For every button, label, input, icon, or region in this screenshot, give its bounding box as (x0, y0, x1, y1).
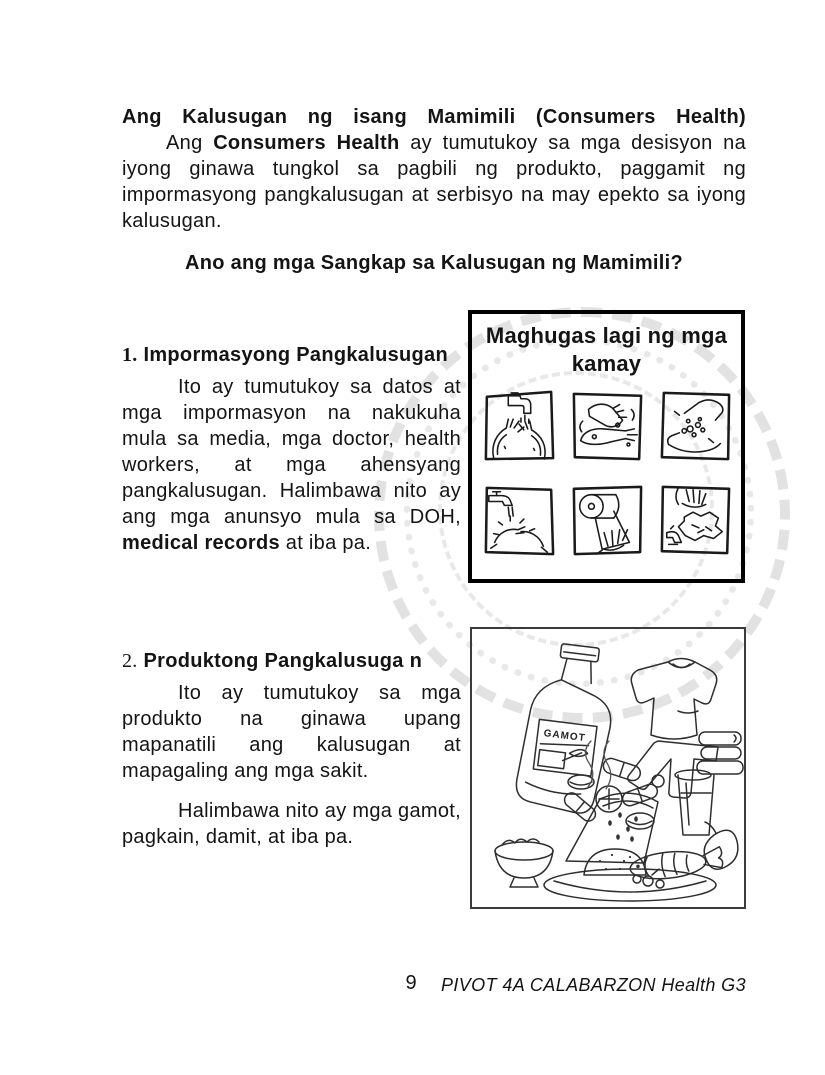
footer-source: PIVOT 4A CALABARZON Health G3 (440, 975, 746, 995)
handwashing-figure (468, 310, 745, 583)
section-1-paragraph (122, 374, 461, 556)
handwashing-panels (472, 388, 741, 558)
clothes-icon (628, 659, 718, 799)
section-1 (122, 342, 461, 556)
section-2-paragraph-1: Ito ay tumutukoy sa mga produkto na ginawa upang mapanatili ang kalusugan at mapagaling ang mga sakit. (122, 682, 461, 782)
section-2-heading (122, 648, 461, 674)
intro-paragraph (122, 130, 746, 234)
question-heading: Ano ang mga Sangkap sa Kalusugan ng Mamimili? (184, 252, 684, 274)
pills-icon (562, 756, 664, 829)
intro-prefix: Ang (166, 132, 203, 154)
intro-bold-term: Consumers Health (213, 132, 400, 154)
health-products-illustration (472, 629, 744, 907)
medicine-bottle-icon (514, 640, 620, 815)
rinse-hands-under-faucet-icon (481, 482, 557, 558)
section-1-body-bold: medical records (122, 532, 280, 554)
towels-icon (697, 732, 743, 774)
section-1-body-end: at iba pa. (285, 532, 372, 554)
intro-suffix: ay tumutukoy sa mga desisyon na iyong ginawa tungkol sa pagbili ng produkto, paggamit ng impormasyong pangkalusugan at serbisyo na may epekto sa iyong kalusugan. (122, 132, 747, 232)
scrub-hands-bubbles-icon (657, 388, 733, 464)
section-1-body-start: Ito ay tumutukoy sa datos at mga impormasyon na nakukuha mula sa media, mga doctor, health workers, at mga ahensyang pangkalusugan. Halimbawa nito ay ang mga anunsyo mula sa DOH, (122, 376, 461, 528)
section-2-paragraph-2: Halimbawa nito ay mga gamot, pagkain, damit, at iba pa. (122, 800, 461, 848)
wet-hands-under-faucet-icon (481, 388, 557, 464)
dry-hands-paper-towel-icon (569, 482, 645, 558)
bottle-label: GAMOT (543, 728, 587, 745)
handwashing-caption: Maghugas lagi ng mga kamay (485, 323, 728, 376)
page-title: Ang Kalusugan ng isang Mamimili (Consumers Health) (122, 106, 746, 128)
page-number: 9 (405, 972, 417, 994)
soap-hands-rubbing-icon (569, 388, 645, 464)
section-1-heading-text: Impormasyong Pangkalusugan (143, 344, 448, 366)
turn-off-faucet-with-towel-icon (657, 482, 733, 558)
section-2 (122, 648, 461, 850)
section-2-heading-text: Produktong Pangkalusuga n (143, 650, 423, 672)
health-products-figure (470, 627, 746, 909)
intro-block (122, 104, 746, 234)
section-1-number: 1. (122, 344, 138, 366)
section-2-number: 2. (122, 650, 138, 672)
section-1-heading (122, 342, 461, 368)
glass-icon (675, 770, 714, 835)
